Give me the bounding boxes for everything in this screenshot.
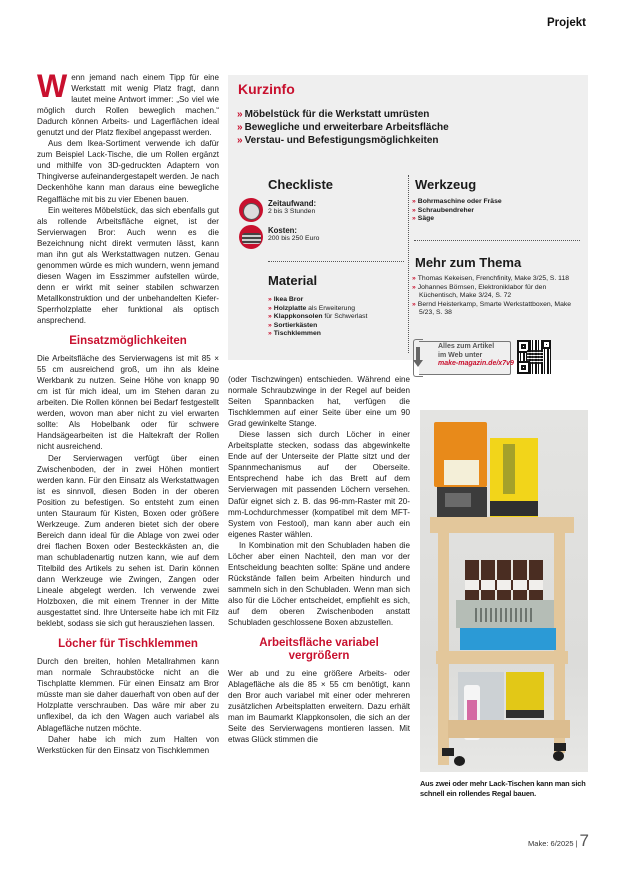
werkzeug-item: » Bohrmaschine oder Fräse [412, 198, 502, 205]
highlights-list [237, 108, 449, 147]
checklist-item-cost: Kosten: 200 bis 250 Euro [268, 226, 320, 242]
material-list [268, 296, 367, 339]
caster-wheel [454, 756, 465, 766]
info-box-title: Kurzinfo [238, 81, 295, 97]
mehr-zum-thema-heading: Mehr zum Thema [415, 255, 522, 270]
body-paragraph: Wer ab und zu eine größere Arbeits- oder Ablagefläche als die 85 × 55 cm benötigt, kann den Bror auch variabel mit einer oder mehreren zusätzlichen Arbeitsplatten erweitern. Dazu erhält man im Baumarkt Klappkonsolen, die sich an der Seite des Servierwagens montieren lassen. Mit etwas Glück stimmen die [228, 669, 410, 745]
page-footer [528, 831, 589, 851]
page-number: 7 [579, 831, 589, 850]
reference-item: » Johannes Börnsen, Elektroniklabor für den Küchentisch, Make 3/24, S. 72 [412, 283, 547, 300]
body-paragraph: Aus dem Ikea-Sortiment verwende ich dafür zum Beispiel Lack-Tische, die um Rollen ergänzt und mithilfe von 3D-gedruckten Adaptern von Thingiverse aufeinandergestapelt werden. Je nach Deckenhöhe kann man daraus eine bewegliche Regalfläche mit bis zu vier Ebenen bauen. [37, 139, 219, 204]
highlight-item: » Verstau- und Befestigungsmöglichkeiten [237, 135, 439, 146]
material-item: » Klappkonsolen für Schwerlast [268, 313, 368, 321]
body-paragraph: Ein weiteres Möbelstück, das sich ebenfalls gut als rollende Arbeitsfläche eignet, ist der Servierwagen Bror: Auch wenn es die Bezeichnung nicht direkt vermuten lässt, kann man ihn gut als Werkstattwagen nutzen. Genau genommen würde es mich wundern, wenn jemand diesen Wagen im Esszimmer aufstellen würde, denn er wirkt mit seiner stabilen schwarzen Metallkonstruktion und der unbehandelten Kiefer-Sperrholzplatte eher funktional als optisch ansprechend. [37, 205, 219, 326]
material-heading: Material [268, 273, 318, 288]
body-paragraph: Durch den breiten, hohlen Metallrahmen kann man normale Schraubstöcke nicht an die Tischplatte klemmen. Für einen Einsatz am Bror müsste man sie daher dauerhaft von oben auf der Holzplatte verschrauben. Das wäre mir aber zu unflexibel, da ich den Wagen auch variabel als Ablagefläche nutzen möchte. [37, 657, 219, 733]
werkzeug-heading: Werkzeug [415, 177, 477, 192]
material-item: » Sortierkästen [268, 321, 318, 329]
article-column-middle [228, 374, 410, 745]
subheading: Einsatzmöglichkeiten [69, 335, 187, 348]
qr-code-icon[interactable] [517, 340, 551, 374]
web-link-text: Alles zum Artikel im Web unter make-magazin.de/x7v9 [438, 343, 514, 367]
reference-item: » Thomas Kekeisen, Frenchfinity, Make 3/25, S. 118 [412, 275, 570, 282]
werkzeug-item: » Schraubendreher [412, 206, 475, 214]
info-box [228, 75, 588, 367]
divider [414, 240, 580, 241]
body-paragraph: Die Arbeitsfläche des Servierwagens ist mit 85 × 55 cm ausreichend groß, um ihn als kleine Werkbank zu nutzen. Seine Höhe von knapp 90 cm ist für mich ideal, um im Stehen daran zu arbeiten. Die Rollen können bei Bedarf festgestellt werden, wovon man aber nicht zu viel erwarten sollte: Als Hobelbank oder für schwere Handsägearbeiten ist die Haltekraft der Rollen nicht ausreichend. [37, 354, 219, 452]
divider [408, 175, 409, 353]
reference-item: » Bernd Heisterkamp, Smarte Werkstattboxen, Make 5/23, S. 38 [412, 300, 572, 317]
intro-paragraph: Wenn jemand nach einem Tipp für eine Werkstatt mit wenig Platz fragt, dann lautet meine Antwort immer: „So viel wie möglich durch Rollen beweglich machen.“ Dadurch können Arbeits- und Lagerflächen ideal genutzt und der Platz flexibel angepasst werden. [37, 68, 219, 138]
highlight-item: » Bewegliche und erweiterbare Arbeitsfläche [237, 122, 449, 133]
body-paragraph: Diese lassen sich durch Löcher in einer Arbeitsplatte stecken, sodass das abgewinkelte Ende auf der Unterseite der Platte sitzt und der Spannmechanismus auf der Oberseite. Entsprechend habe ich das Brett auf dem Servierwagen mit passenden Löchern versehen. Dafür eignet sich z. B. das 96-mm-Raster mit 20-mm-Lochdurchmesser (kompatibel mit dem MFT-System von Festool), man kann aber auch ein eigenes Raster wählen. [228, 430, 410, 539]
body-paragraph: Der Servierwagen verfügt über einen Zwischenboden, der in zwei Höhen montiert werden kann. Für den Einsatz als Werkstattwagen ist es sinnvoll, diesen Boden in der oberen Position zu befestigen. So entsteht zum einen unten Stauraum für Kisten, Boxen oder größere Werkzeuge. Zum anderen bietet sich der obere Bereich dann ideal für die Ablage von zwei oder drei flachen Boxen oder Besteckkästen an, die man schubladenartig nutzen kann, wie auf dem Titelbild des Artikels zu sehen ist. Darin können dann Werkzeuge wie Zwingen, Zangen oder Lineale abgelegt werden. Ich verwende zwei Holzboxen, die mit einem Trenner in der Mitte ausgestattet sind. Ihre Unterseite habe ich mit Filz beklebt, sodass sie sich gut herausziehen lassen. [37, 453, 219, 629]
shelf-bottom [448, 720, 570, 738]
divider [268, 261, 404, 262]
material-item: » Holzplatte als Erweiterung [268, 304, 355, 312]
blue-box [460, 628, 556, 650]
download-arrow-head-icon [413, 360, 423, 367]
article-column-left [37, 68, 219, 756]
material-item: » Tischklemmen [268, 330, 321, 338]
subheading: Löcher für Tischklemmen [58, 638, 198, 651]
checklist-heading: Checkliste [268, 177, 334, 192]
web-url-link[interactable]: make-magazin.de/x7v9 [438, 360, 514, 367]
body-paragraph: Daher habe ich mich zum Halten von Werkstücken für den Einsatz von Tischklemmen [37, 734, 219, 755]
shelf-middle [436, 651, 568, 664]
shelf-top [430, 517, 574, 533]
section-label: Projekt [547, 17, 586, 29]
caster-wheel [553, 751, 564, 761]
reference-list [412, 275, 582, 318]
checklist-item-time: Zeitaufwand: 2 bis 3 Stunden [268, 199, 317, 215]
werkzeug-list [412, 198, 502, 224]
subheading: Arbeitsfläche variabel vergrößern [259, 637, 379, 663]
money-icon [239, 225, 263, 249]
article-photo [420, 410, 588, 772]
body-paragraph: In Kombination mit den Schubladen haben die Löcher aber einen Nachteil, den man vor der Entscheidung beachten sollte: Späne und andere Rückstände fallen beim Arbeiten hindurch und sammeln sich in den Schubladen. Wenn man sich also für die Löcher entscheidet, empfiehlt es sich, auf dem oberen Zwischenboden anstatt Schubladen geschlossene Boxen abzustellen. [228, 540, 410, 628]
drop-cap: W [37, 68, 68, 104]
stopwatch-icon [239, 198, 263, 222]
photo-caption: Aus zwei oder mehr Lack-Tischen kann man sich schnell ein rollendes Regal bauen. [420, 779, 586, 798]
body-paragraph: (oder Tischzwingen) entschieden. Während eine normale Schraubzwinge in der Regel auf beiden Seiten Spannbacken hat, verfügen die Tischklemmen auf einer Seite über eine um 90 Grad gewinkelte Stange. [228, 375, 410, 429]
highlight-item: » Möbelstück für die Werkstatt umrüsten [237, 109, 430, 120]
issue-label: Make: 6/2025 | [528, 839, 578, 848]
werkzeug-item: » Säge [412, 215, 435, 223]
material-item: » Ikea Bror [268, 296, 304, 303]
